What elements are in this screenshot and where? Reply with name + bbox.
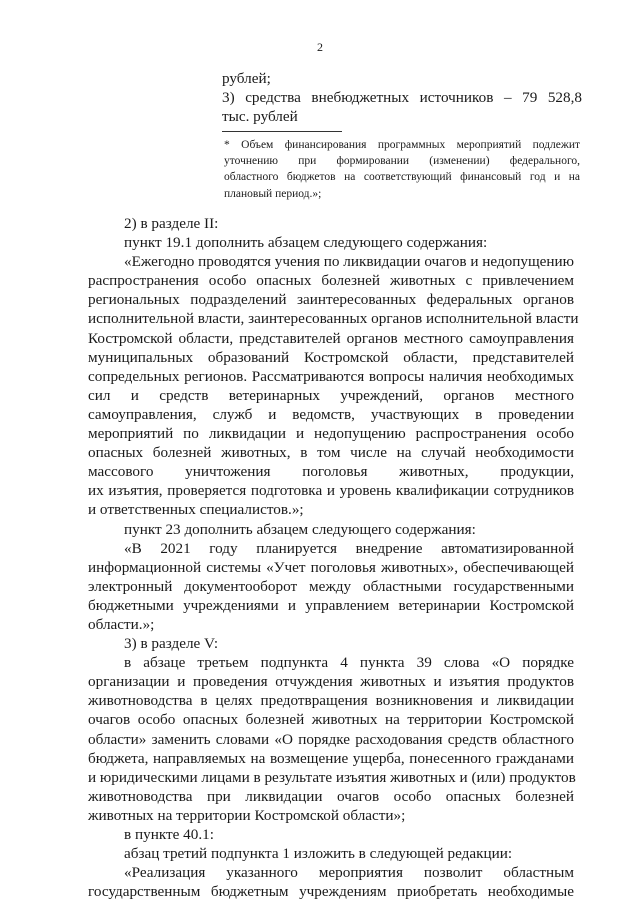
paragraph-line: их изъятия, проверяется подготовка и уровень квалификации сотрудников [88, 482, 574, 500]
paragraph-line: бюджетными учреждениями и управлением ветеринарии Костромской [88, 596, 574, 614]
paragraph-line: и юридическими лицами в результате изъятия животных и (или) продуктов [88, 768, 576, 786]
paragraph-line: сил и средств ветеринарных учреждений, органов местного [88, 386, 574, 404]
paragraph-line: самоуправления, служб и ведомств, участвующих в проведении [88, 405, 574, 423]
paragraph-line: муниципальных образований Костромской области, представителей [88, 348, 574, 366]
paragraph-line: в абзаце третьем подпункта 4 пункта 39 слова «О порядке [124, 654, 574, 672]
paragraph-line: сопредельных регионов. Рассматриваются вопросы наличия необходимых [88, 367, 574, 385]
paragraph-line: исполнительной власти, заинтересованных органов исполнительной власти [88, 310, 579, 328]
paragraph-line: пункт 23 дополнить абзацем следующего содержания: [124, 520, 476, 538]
paragraph-line: в пункте 40.1: [124, 826, 214, 843]
footnote [224, 137, 580, 202]
paragraph-line: области» заменить словами «О порядке расходования средств областного [88, 730, 574, 748]
page-number: 2 [317, 40, 323, 54]
section-heading: 2) в разделе II: [124, 215, 219, 232]
text-line: тыс. рублей [222, 108, 298, 125]
paragraph-line: «Ежегодно проводятся учения по ликвидации очагов и недопущению [124, 253, 574, 271]
footnote-line: областного бюджетов на соответствующий финансовый год и на [224, 171, 580, 184]
footnote-line: плановый период.»; [224, 187, 322, 200]
paragraph-line: животных на территории Костромской области»; [88, 806, 406, 824]
paragraph-line: электронный документооборот между областными государственными [88, 577, 574, 595]
paragraph-line: информационной системы «Учет поголовья животных», обеспечивающей [88, 558, 574, 576]
paragraph-line: области.»; [88, 615, 155, 633]
paragraph-line: очагов особо опасных болезней животных на территории Костромской [88, 711, 574, 729]
paragraph-line: организации и проведения отчуждения животных и изъятия продуктов [88, 673, 574, 691]
paragraph-line: региональных подразделений заинтересованных федеральных органов [88, 291, 574, 309]
paragraph-line: Костромской области, представителей органов местного самоуправления [88, 329, 574, 347]
text-line: 3) средства внебюджетных источников – 79 528,8 [222, 89, 582, 106]
paragraph-line: животноводства при ликвидации очагов особо опасных болезней [88, 787, 574, 805]
paragraph-line: пункт 19.1 дополнить абзацем следующего содержания: [124, 234, 488, 252]
text-line: рублей; [222, 70, 271, 87]
paragraph-line: и ответственных специалистов.»; [88, 501, 304, 519]
paragraph-line: массового уничтожения поголовья животных, продукции, [88, 463, 574, 481]
footnote-separator [222, 131, 342, 132]
paragraph-line: государственным бюджетным учреждениям приобретать необходимые [88, 883, 574, 901]
paragraph-line: опасных болезней животных, в том числе на случай необходимости [88, 444, 574, 462]
document-body [88, 214, 579, 901]
footnote-line: уточнению при формировании (изменении) федерального, [224, 155, 580, 168]
paragraph-line: распространения особо опасных болезней животных с привлечением [88, 272, 574, 290]
financing-continuation [222, 69, 582, 126]
paragraph-line: абзац третий подпункта 1 изложить в следующей редакции: [124, 845, 513, 863]
section-heading: 3) в разделе V: [124, 635, 219, 653]
footnote-line: * Объем финансирования программных мероприятий подлежит [224, 139, 580, 151]
paragraph-line: «В 2021 году планируется внедрение автоматизированной [124, 539, 574, 557]
paragraph-line: «Реализация указанного мероприятия позволит областным [124, 864, 574, 882]
paragraph-line: бюджета, направляемых на возмещение ущерба, понесенного гражданами [88, 749, 574, 767]
paragraph-line: мероприятий по ликвидации и недопущению распространения особо [88, 425, 574, 443]
paragraph-line: животноводства в целях предотвращения возникновения и ликвидации [88, 692, 574, 710]
